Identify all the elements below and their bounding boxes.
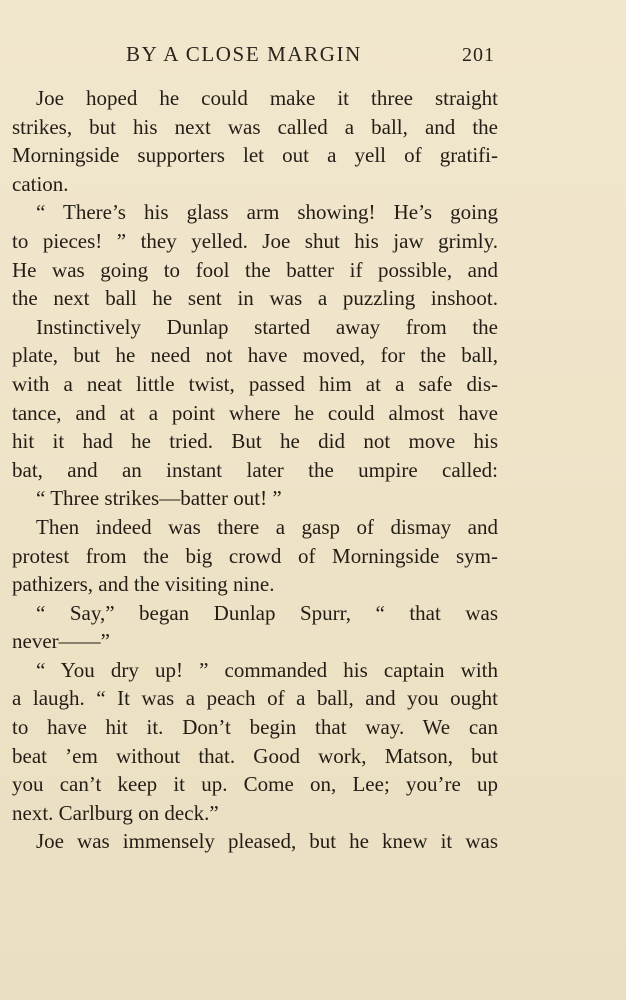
page-number: 201 xyxy=(462,44,495,66)
text-line: Joe hoped he could make it three straight xyxy=(36,86,498,110)
text-line: to pieces! ” they yelled. Joe shut his jaw grimly. xyxy=(12,228,498,253)
text-line: with a neat little twist, passed him at a safe dis- xyxy=(12,371,498,396)
body-text xyxy=(12,84,498,856)
text-line: strikes, but his next was called a ball, and the xyxy=(12,114,498,139)
text-line: “ There’s his glass arm showing! He’s going xyxy=(36,200,498,225)
text-line: plate, but he need not have moved, for the ball, xyxy=(12,343,498,368)
text-line: bat, and an instant later the umpire called: xyxy=(12,457,498,482)
text-line: pathizers, and the visiting nine. xyxy=(12,572,275,597)
text-line: “ Say,” began Dunlap Spurr, “ that was xyxy=(36,600,498,625)
text-line: you can’t keep it up. Come on, Lee; you’re up xyxy=(12,772,498,797)
text-line: Joe was immensely pleased, but he knew it was xyxy=(36,829,498,854)
text-line: the next ball he sent in was a puzzling inshoot. xyxy=(12,286,498,311)
page-header xyxy=(0,40,626,74)
text-line: tance, and at a point where he could almost have xyxy=(12,400,498,425)
text-line: Morningside supporters let out a yell of gratifi- xyxy=(12,143,498,168)
text-line: hit it had he tried. But he did not move his xyxy=(12,429,498,454)
text-line: never——” xyxy=(12,629,110,654)
text-line: next. Carlburg on deck.” xyxy=(12,800,219,825)
text-line: “ You dry up! ” commanded his captain with xyxy=(36,657,498,682)
text-line: cation. xyxy=(12,171,69,196)
text-line: Then indeed was there a gasp of dismay and xyxy=(36,514,498,539)
text-line: He was going to fool the batter if possible, and xyxy=(12,257,498,282)
text-line: “ Three strikes—batter out! ” xyxy=(36,486,282,511)
text-line: beat ’em without that. Good work, Matson, but xyxy=(12,743,498,768)
text-line: Instinctively Dunlap started away from the xyxy=(36,314,498,339)
running-head: BY A CLOSE MARGIN xyxy=(126,42,362,66)
text-line: protest from the big crowd of Morningside sym- xyxy=(12,543,498,568)
text-line: a laugh. “ It was a peach of a ball, and you ought xyxy=(12,686,498,711)
text-line: to have hit it. Don’t begin that way. We can xyxy=(12,715,498,740)
